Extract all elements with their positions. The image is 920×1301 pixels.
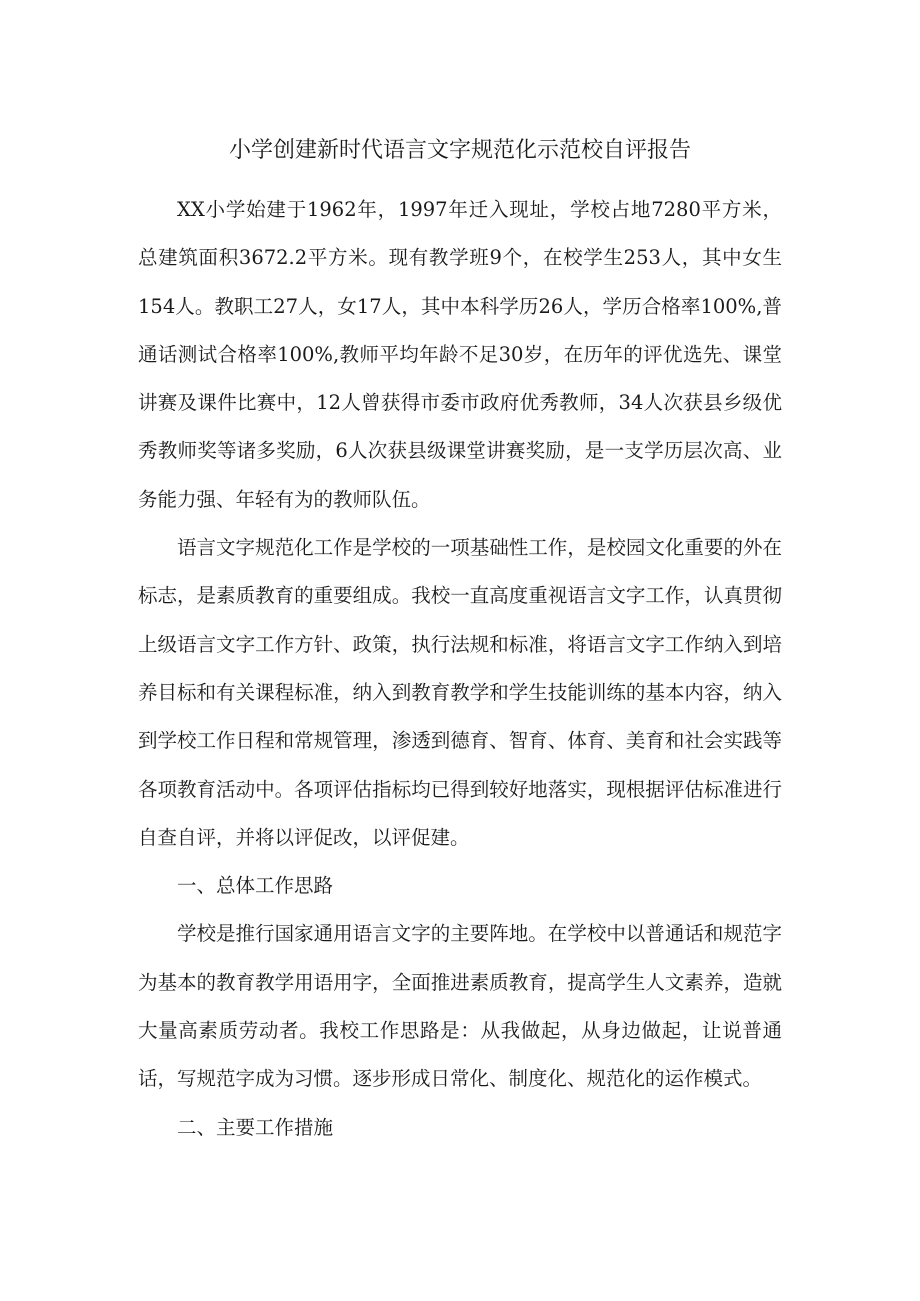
paragraph-school-overview: XX小学始建于1962年，1997年迁入现址，学校占地7280平方米，总建筑面积3672.2平方米。现有教学班9个，在校学生253人，其中女生154人。教职工27人，女17人，其中本科学历26人，学历合格率100%,普通话测试合格率100%,教师平均年龄不足30岁，在历年的评优选先、课堂讲赛及课件比赛中，12人曾获得市委市政府优秀教师，34人次获县乡级优秀教师奖等诸多奖励，6人次获县级课堂讲赛奖励，是一支学历层次高、业务能力强、年轻有为的教师队伍。 — [138, 198, 782, 511]
section-heading-main-measures: 二、主要工作措施 — [177, 1115, 334, 1139]
paragraph-work-approach: 学校是推行国家通用语言文字的主要阵地。在学校中以普通话和规范字为基本的教育教学用语用字，全面推进素质教育，提高学生人文素养，造就大量高素质劳动者。我校工作思路是：从我做起，从身边做起，让说普通话，写规范字成为习惯。逐步形成日常化、制度化、规范化的运作模式。 — [138, 922, 782, 1091]
section-heading-overall-approach: 一、总体工作思路 — [177, 874, 334, 898]
document-title: 小学创建新时代语言文字规范化示范校自评报告 — [228, 138, 691, 163]
paragraph-language-work: 语言文字规范化工作是学校的一项基础性工作，是校园文化重要的外在标志，是素质教育的重要组成。我校一直高度重视语言文字工作，认真贯彻上级语言文字工作方针、政策，执行法规和标准，将语言文字工作纳入到培养目标和有关课程标准，纳入到教育教学和学生技能训练的基本内容，纳入到学校工作日程和常规管理，渗透到德育、智育、体育、美育和社会实践等各项教育活动中。各项评估指标均已得到较好地落实，现根据评估标准进行自查自评，并将以评促改，以评促建。 — [138, 536, 782, 849]
document-body — [138, 186, 782, 1152]
